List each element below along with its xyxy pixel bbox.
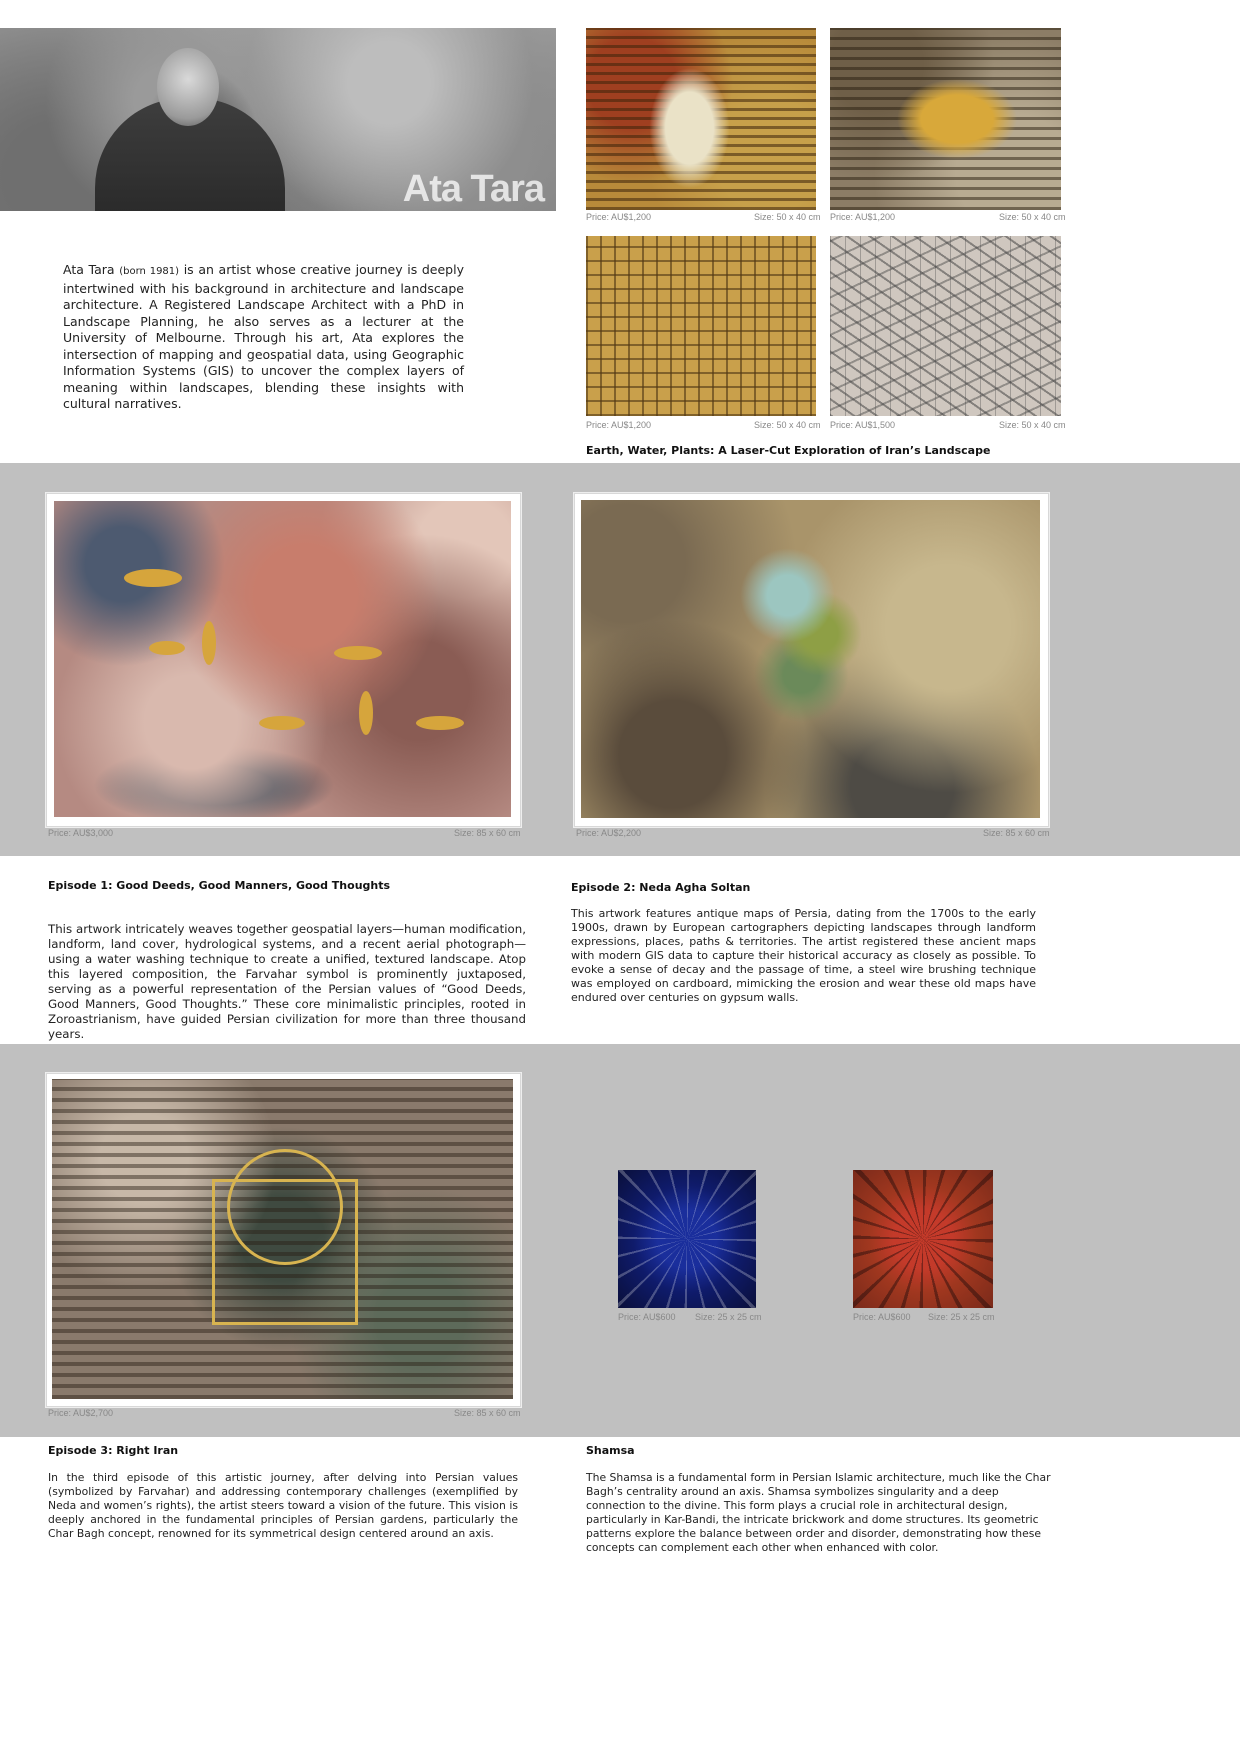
farvahar-symbol-1: [124, 569, 182, 587]
farvahar-symbol-4: [334, 646, 382, 660]
shamsa-2-size: Size: 25 x 25 cm: [928, 1312, 995, 1322]
artist-bio-text: is an artist whose creative journey is deeply intertwined with his background in architecture and landscape architecture. A Registered Landscape Architect with a PhD in Landscape Planning, he also serves as a lecturer at the University of Melbourne. Through his art, Ata explores the intersection of mapping and geospatial data, using Geographic Information Systems (GIS) to uncover the complex layers of meaning within landscapes, blending these insights with cultural narratives.: [63, 262, 464, 411]
artwork-3-size: Size: 50 x 40 cm: [754, 420, 821, 430]
shamsa-1-price: Price: AU$600: [618, 1312, 676, 1322]
episode-1-artwork: [54, 501, 511, 817]
artwork-3-price: Price: AU$1,200: [586, 420, 652, 430]
shamsa-artwork-blue: [618, 1170, 756, 1308]
laser-cut-artwork-4: [830, 236, 1061, 416]
episode-2-description: This artwork features antique maps of Persia, dating from the 1700s to the early 1900s, drawn by European cartographers depicting landscapes through landform expressions, places, paths & territories. The artist registered these ancient maps with modern GIS data to capture their historical accuracy as closely as possible. To evoke a sense of decay and the passage of time, a steel wire brushing technique was employed on cardboard, mimicking the erosion and wear these old maps have endured over centuries on gypsum walls.: [571, 907, 1036, 1004]
episode-1-price: Price: AU$3,000: [48, 828, 114, 838]
artist-bio-name: Ata Tara: [63, 262, 120, 277]
artist-bio-born: (born 1981): [119, 266, 180, 277]
episode-2-size: Size: 85 x 60 cm: [983, 828, 1050, 838]
episode-3-artwork: [52, 1079, 513, 1399]
series-title: Earth, Water, Plants: A Laser-Cut Exploration of Iran’s Landscape: [586, 444, 991, 457]
episode-1-description: This artwork intricately weaves together geospatial layers—human modification, landform, land cover, hydrological systems, and a recent aerial photograph—using a water washing technique to create a unified, textured landscape. Atop this layered composition, the Farvahar symbol is prominently juxtaposed, serving as a powerful representation of the Persian values of “Good Deeds, Good Manners, Good Thoughts.” These core minimalistic principles, rooted in Zoroastrianism, have guided Persian civilization for more than three thousand years.: [48, 922, 526, 1041]
shamsa-title: Shamsa: [586, 1444, 635, 1457]
laser-cut-artwork-1: [586, 28, 816, 210]
shamsa-description: The Shamsa is a fundamental form in Persian Islamic architecture, much like the Char Bagh’s centrality around an axis. Shamsa symbolizes singularity and a deep connection to the divine. This form plays a crucial role in architectural design, particularly in Kar-Bandi, the intricate brickwork and dome structures. Its geometric patterns explore the balance between order and disorder, demonstrating how these concepts can complement each other when enhanced with color.: [586, 1471, 1051, 1554]
artist-portrait-banner: [0, 28, 556, 211]
laser-cut-artwork-3: [586, 236, 816, 416]
artwork-2-size: Size: 50 x 40 cm: [999, 212, 1066, 222]
vitruvian-circle: [227, 1149, 343, 1265]
artwork-1-price: Price: AU$1,200: [586, 212, 652, 222]
artist-bio: [63, 262, 464, 413]
artwork-4-size: Size: 50 x 40 cm: [999, 420, 1066, 430]
episode-3-title: Episode 3: Right Iran: [48, 1444, 179, 1457]
episode-2-price: Price: AU$2,200: [576, 828, 642, 838]
shamsa-2-price: Price: AU$600: [853, 1312, 911, 1322]
episode-1-size: Size: 85 x 60 cm: [454, 828, 521, 838]
farvahar-symbol-3: [202, 621, 216, 665]
farvahar-symbol-5: [259, 716, 305, 730]
farvahar-symbol-7: [416, 716, 464, 730]
artwork-2-price: Price: AU$1,200: [830, 212, 896, 222]
farvahar-symbol-2: [149, 641, 185, 655]
artwork-1-size: Size: 50 x 40 cm: [754, 212, 821, 222]
farvahar-symbol-6: [359, 691, 373, 735]
artist-head: [157, 48, 219, 126]
episode-3-price: Price: AU$2,700: [48, 1408, 114, 1418]
episode-3-description: In the third episode of this artistic journey, after delving into Persian values (symbolized by Farvahar) and addressing contemporary challenges (exemplified by Neda and women’s rights), the artist steers toward a vision of the future. This vision is deeply anchored in the fundamental principles of Persian gardens, particularly the Char Bagh concept, renowned for its symmetrical design centered around an axis.: [48, 1471, 518, 1540]
episode-2-title: Episode 2: Neda Agha Soltan: [571, 881, 751, 894]
episode-3-size: Size: 85 x 60 cm: [454, 1408, 521, 1418]
shamsa-artwork-red: [853, 1170, 993, 1308]
episode-1-title: Episode 1: Good Deeds, Good Manners, Good Thoughts: [48, 879, 391, 892]
artwork-4-price: Price: AU$1,500: [830, 420, 896, 430]
artist-name: Ata Tara: [402, 168, 544, 210]
shamsa-1-size: Size: 25 x 25 cm: [695, 1312, 762, 1322]
laser-cut-artwork-2: [830, 28, 1061, 210]
episode-2-artwork: [581, 500, 1040, 818]
